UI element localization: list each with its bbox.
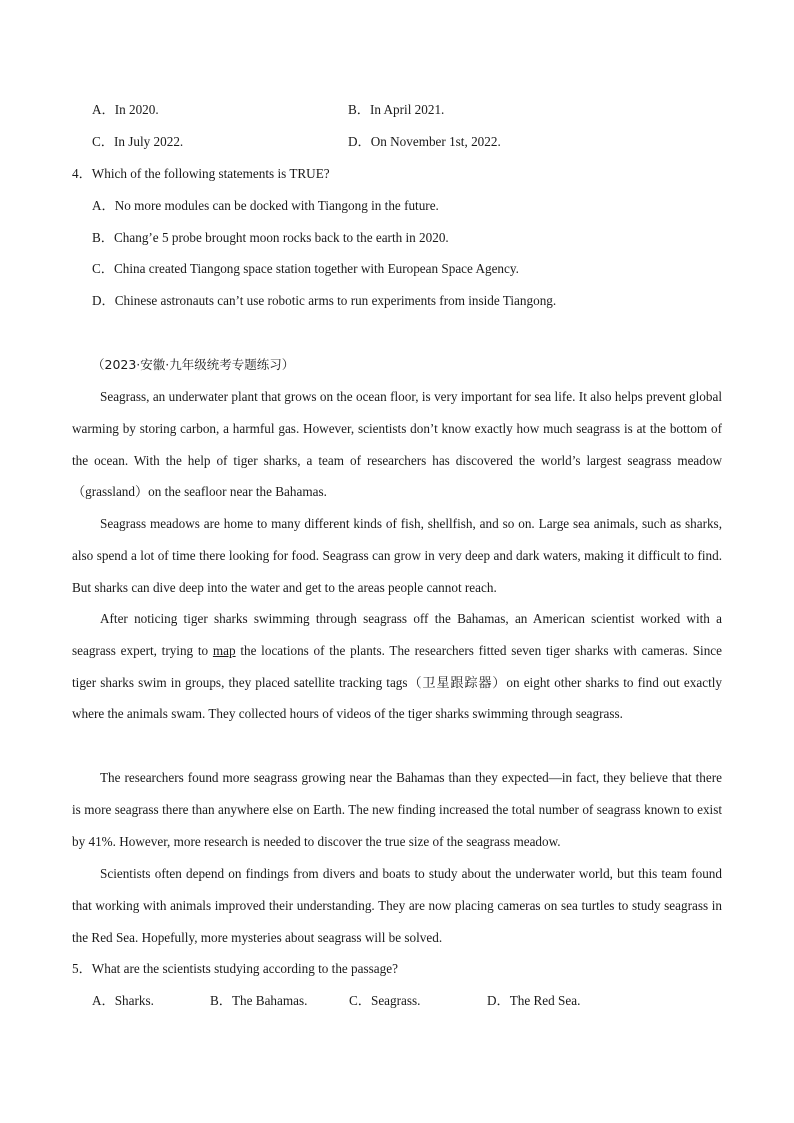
- passage-paragraph-3: [72, 603, 722, 730]
- q4-stem: 4．Which of the following statements is TRUE?: [72, 166, 330, 181]
- q3-option-b: B．In April 2021.: [348, 102, 445, 117]
- q4-option-b: B．Chang’e 5 probe brought moon rocks back to the earth in 2020.: [92, 230, 449, 245]
- q5-stem: 5．What are the scientists studying according to the passage?: [72, 961, 398, 976]
- paragraph-4-text: The researchers found more seagrass growing near the Bahamas than they expected—in fact, they believe that there is more seagrass there than anywhere else on Earth. The new finding increased the total number of seagrass known to exist by 41%. However, more research is needed to discover the true size of the seagrass meadow.: [72, 770, 722, 849]
- q3-option-c: C．In July 2022.: [92, 134, 184, 149]
- q4-option-d: D．Chinese astronauts can’t use robotic arms to run experiments from inside Tiangong.: [92, 293, 557, 308]
- paragraph-5-text: Scientists often depend on findings from divers and boats to study about the underwater world, but this team found that working with animals improved their understanding. They are now placing cameras on sea turtles to study seagrass in the Red Sea. Hopefully, more mysteries about seagrass will be solved.: [72, 866, 722, 945]
- q5-option-a: A．Sharks.: [92, 993, 154, 1008]
- paragraph-3-text-after: the locations of the plants. The researchers fitted seven tiger sharks with cameras. Since tiger sharks swim in groups, they placed satellite tracking tags（卫星跟踪器）on eight other sharks to find out exactly where the animals swam. They collected hours of videos of the tiger sharks swimming through seagrass.: [72, 642, 722, 722]
- q3-option-a: A．In 2020.: [92, 102, 159, 117]
- underlined-word-map: map: [212, 642, 236, 658]
- q5-option-d: D．The Red Sea.: [487, 993, 581, 1008]
- q4-option-c: C．China created Tiangong space station together with European Space Agency.: [92, 261, 519, 276]
- passage-paragraph-2: [72, 508, 722, 603]
- paragraph-3-text-before: After noticing tiger sharks swimming through seagrass off the Bahamas, an American scientist worked with a seagrass expert, trying to: [72, 611, 722, 658]
- paragraph-1-text: Seagrass, an underwater plant that grows on the ocean floor, is very important for sea life. It also helps prevent global warming by storing carbon, a harmful gas. However, scientists don’t know exactly how much seagrass is at the bottom of the ocean. With the help of tiger sharks, a team of researchers has discovered the world’s largest seagrass meadow（grassland）on the seafloor near the Bahamas.: [72, 389, 722, 500]
- paragraph-2-text: Seagrass meadows are home to many different kinds of fish, shellfish, and so on. Large sea animals, such as sharks, also spend a lot of time there looking for food. Seagrass can grow in very deep and dark waters, making it difficult to find. But sharks can dive deep into the water and get to the areas people cannot reach.: [72, 516, 722, 595]
- q5-option-b: B．The Bahamas.: [210, 993, 308, 1008]
- q3-option-d: D．On November 1st, 2022.: [348, 134, 501, 149]
- passage-paragraph-4: [72, 762, 722, 857]
- passage-source: （2023·安徽·九年级统考专题练习）: [92, 357, 295, 372]
- passage-paragraph-5: [72, 858, 722, 953]
- passage-paragraph-1: [72, 381, 722, 508]
- q5-option-c: C．Seagrass.: [349, 993, 421, 1008]
- q4-option-a: A．No more modules can be docked with Tiangong in the future.: [92, 198, 439, 213]
